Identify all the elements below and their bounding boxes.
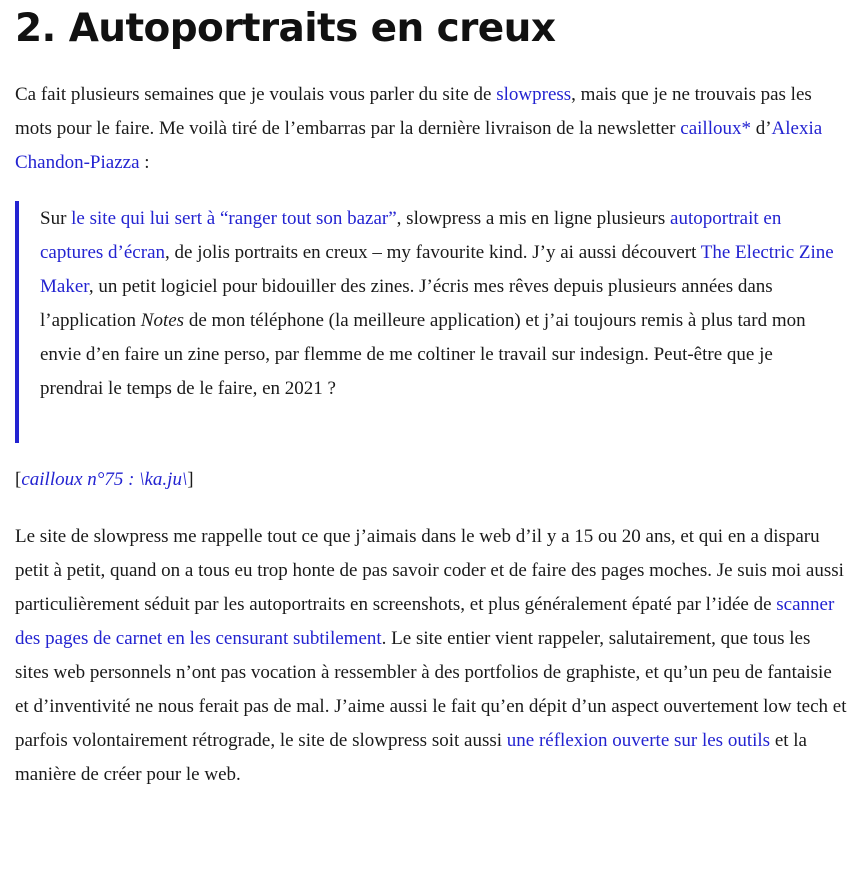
citation-bracket: [ bbox=[15, 469, 22, 490]
quote-block bbox=[15, 201, 847, 443]
citation-link[interactable]: cailloux n°75 : \ka.ju\ bbox=[21, 469, 188, 490]
quote-paragraph bbox=[40, 201, 840, 406]
body-text: et la manière de créer pour le web. bbox=[15, 730, 807, 785]
author-link[interactable]: Alexia Chandon-Piazza bbox=[15, 118, 823, 173]
quote-text: , de jolis portraits en creux – my favourite kind. J’y ai aussi découvert bbox=[165, 242, 701, 263]
quote-text: de mon téléphone (la meilleure application) et j’ai toujours remis à plus tard mon envie d’en faire un zine perso, par flemme de me coltiner le travail sur indesign. Peut-être que je prendrai le temps de le faire, en 2021 ? bbox=[40, 310, 806, 399]
intro-paragraph bbox=[15, 78, 847, 180]
notes-app-name: Notes bbox=[140, 310, 185, 331]
quote-text: , un petit logiciel pour bidouiller des zines. J’écris mes rêves depuis plusieurs années dans l’application bbox=[40, 276, 773, 331]
slowpress-link[interactable]: slowpress bbox=[496, 84, 572, 105]
cailloux-newsletter-link[interactable]: cailloux* bbox=[680, 118, 751, 139]
quote-text: Sur bbox=[40, 208, 72, 229]
citation-bracket: ] bbox=[187, 469, 194, 490]
autoportrait-link[interactable]: autoportrait en captures d’écran bbox=[40, 208, 782, 263]
scanner-pages-link[interactable]: scanner des pages de carnet en les censurant subtilement bbox=[15, 594, 835, 649]
body-paragraph bbox=[15, 520, 847, 792]
intro-text: Ca fait plusieurs semaines que je voulais vous parler du site de bbox=[15, 84, 497, 105]
citation bbox=[15, 463, 847, 497]
body-text: Le site de slowpress me rappelle tout ce que j’aimais dans le web d’il y a 15 ou 20 ans, et qui en a disparu petit à petit, quand on a tous eu trop honte de pas savoir coder et de faire des pages moches. Je suis moi aussi particulièrement séduit par les autoportraits en screenshots, et plus généralement épaté par l’idée de bbox=[15, 526, 844, 615]
quote-text: , slowpress a mis en ligne plusieurs bbox=[396, 208, 671, 229]
section-heading: 2. Autoportraits en creux bbox=[15, 6, 556, 51]
intro-text: d’ bbox=[750, 118, 772, 139]
reflexion-outils-link[interactable]: une réflexion ouverte sur les outils bbox=[506, 730, 771, 751]
intro-text: , mais que je ne trouvais pas les mots pour le faire. Me voilà tiré de l’embarras par la dernière livraison de la newsletter bbox=[15, 84, 812, 139]
body-text: . Le site entier vient rappeler, salutairement, que tous les sites web personnels n’ont pas vocation à ressembler à des portfolios de graphiste, et qu’un peu de fantaisie et d’inventivité ne nous ferait pas de mal. J’aime aussi le fait qu’en dépit d’un aspect ouvertement low tech et parfois volontairement rétrograde, le site de slowpress soit aussi bbox=[15, 628, 847, 751]
zine-maker-link[interactable]: The Electric Zine Maker bbox=[40, 242, 834, 297]
intro-text: : bbox=[139, 152, 150, 173]
bazar-site-link[interactable]: le site qui lui sert à “ranger tout son bazar” bbox=[71, 208, 397, 229]
